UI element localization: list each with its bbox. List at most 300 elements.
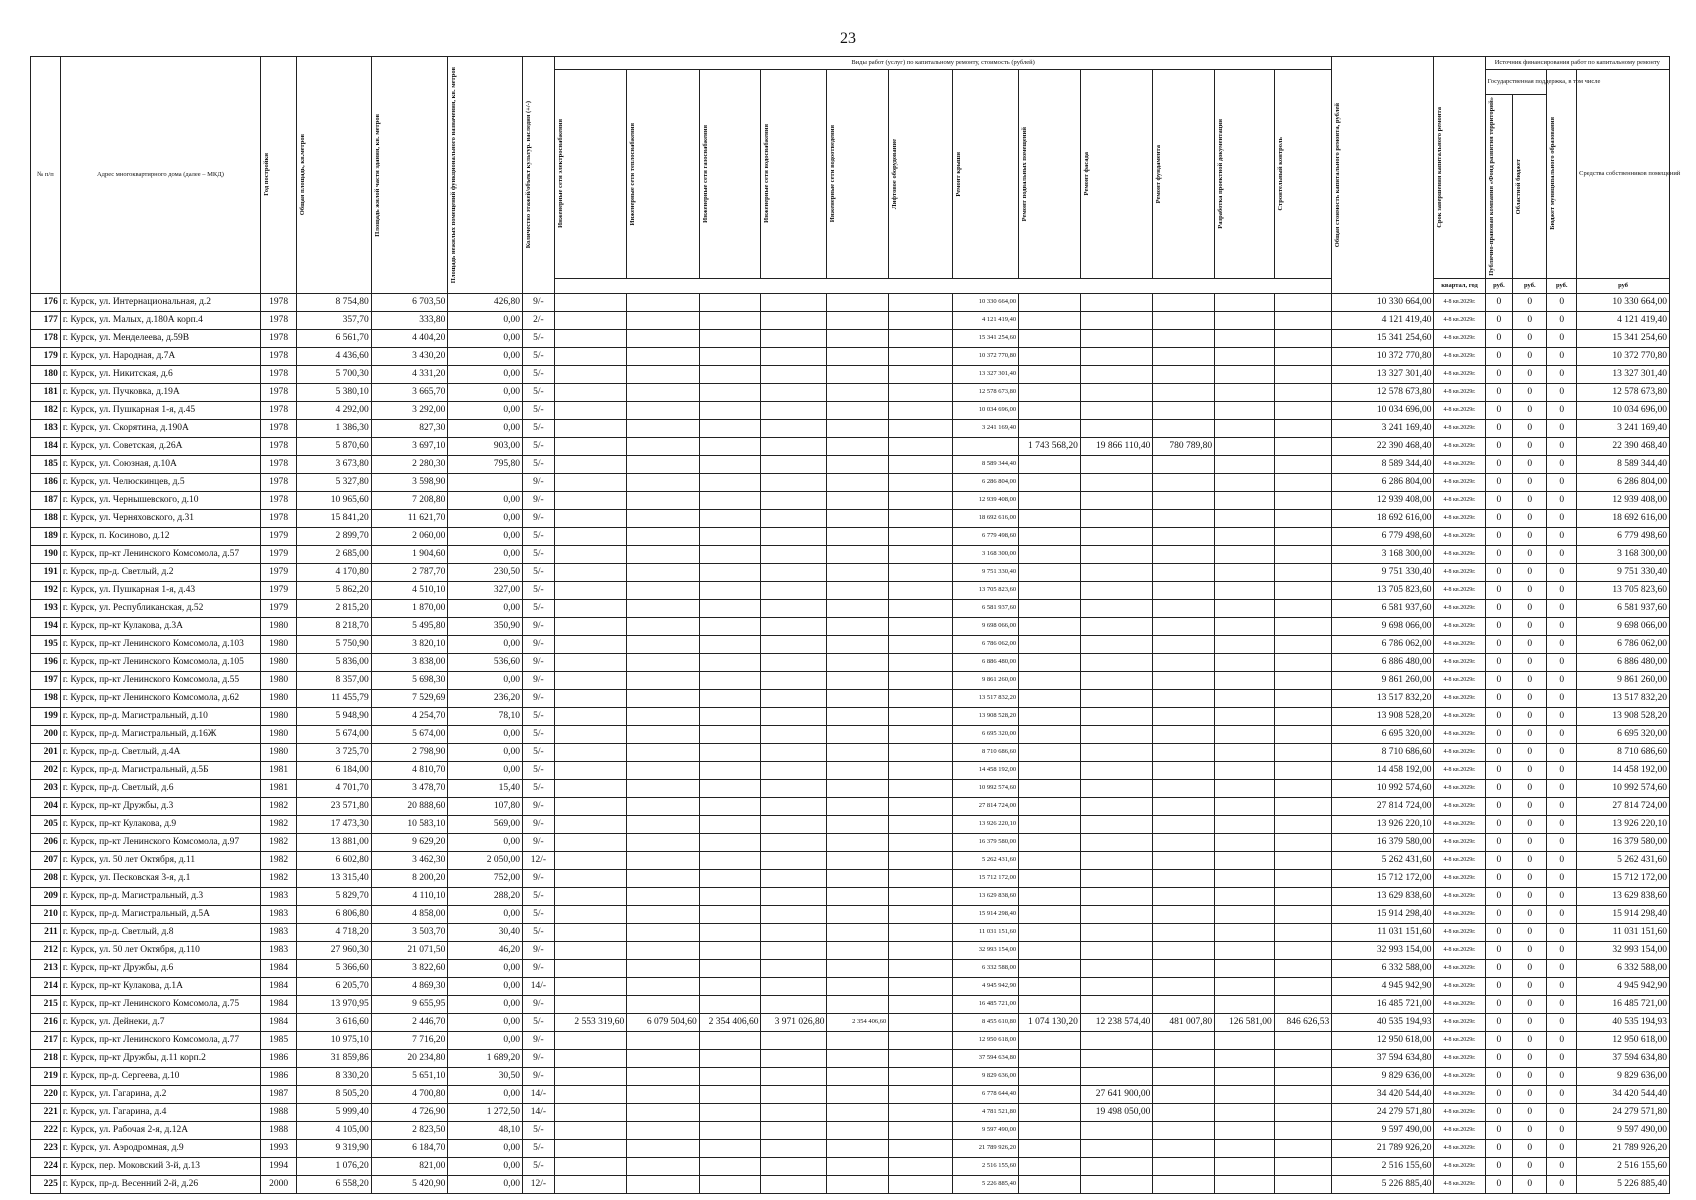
row-owners: 22 390 468,40 [1577, 437, 1670, 455]
row-facade [1080, 905, 1152, 923]
row-design [1215, 689, 1275, 707]
row-floors: 5/- [522, 329, 554, 347]
row-address: г. Курск, ул. Менделеева, д.59В [60, 329, 260, 347]
row-facade [1080, 635, 1152, 653]
row-regional: 0 [1513, 779, 1547, 797]
row-electric [554, 959, 626, 977]
row-basement [1019, 725, 1081, 743]
row-address: г. Курск, пр-д. Магистральный, д.3 [60, 887, 260, 905]
row-address: г. Курск, ул. Советская, д.26А [60, 437, 260, 455]
row-basement [1019, 1175, 1081, 1193]
table-row [31, 527, 1670, 545]
row-nonres-area: 0,00 [448, 635, 523, 653]
row-electric [554, 1031, 626, 1049]
row-basement [1019, 1085, 1081, 1103]
col-total-cost-header [1332, 57, 1434, 294]
row-lift [889, 761, 953, 779]
row-facade [1080, 563, 1152, 581]
row-electric [554, 491, 626, 509]
row-lift [889, 887, 953, 905]
row-nonres-area: 0,00 [448, 1085, 523, 1103]
row-basement [1019, 545, 1081, 563]
row-regional: 0 [1513, 599, 1547, 617]
row-total-cost: 6 286 804,00 [1332, 473, 1434, 491]
row-year: 1988 [261, 1121, 297, 1139]
row-gas [699, 617, 761, 635]
row-basement [1019, 995, 1081, 1013]
col-facade-header [1080, 70, 1152, 279]
row-floors: 9/- [522, 491, 554, 509]
row-gas [699, 1139, 761, 1157]
row-lift [889, 419, 953, 437]
row-basement [1019, 1103, 1081, 1121]
row-owners: 13 629 838,60 [1577, 887, 1670, 905]
row-water [761, 797, 827, 815]
row-owners: 10 330 664,00 [1577, 293, 1670, 311]
row-num: 205 [31, 815, 61, 833]
table-row [31, 833, 1670, 851]
row-nonres-area: 30,40 [448, 923, 523, 941]
row-floors: 5/- [522, 1013, 554, 1031]
row-gas [699, 905, 761, 923]
row-lift [889, 635, 953, 653]
table-row [31, 419, 1670, 437]
row-num: 209 [31, 887, 61, 905]
col-gas-label: Инженерные сети газоснабжения [701, 124, 709, 223]
row-regional: 0 [1513, 1121, 1547, 1139]
row-living-area: 4 254,70 [371, 707, 448, 725]
row-electric [554, 1085, 626, 1103]
row-municipal: 0 [1547, 1121, 1577, 1139]
row-num: 225 [31, 1175, 61, 1193]
row-drain [827, 977, 889, 995]
row-heat [627, 923, 699, 941]
row-electric [554, 1157, 626, 1175]
row-living-area: 4 510,10 [371, 581, 448, 599]
row-owners: 12 950 618,00 [1577, 1031, 1670, 1049]
row-control [1274, 1085, 1332, 1103]
row-facade [1080, 509, 1152, 527]
row-foundation [1153, 1157, 1215, 1175]
row-regional: 0 [1513, 293, 1547, 311]
row-total-area: 4 292,00 [297, 401, 372, 419]
row-nonres-area: 0,00 [448, 599, 523, 617]
row-address: г. Курск, пр-кт Кулакова, д.3А [60, 617, 260, 635]
row-control [1274, 887, 1332, 905]
row-fund: 0 [1485, 545, 1513, 563]
row-num: 190 [31, 545, 61, 563]
row-total-area: 6 184,00 [297, 761, 372, 779]
row-electric [554, 653, 626, 671]
row-foundation [1153, 1067, 1215, 1085]
row-num: 187 [31, 491, 61, 509]
row-water [761, 365, 827, 383]
row-heat [627, 797, 699, 815]
table-row [31, 1013, 1670, 1031]
row-drain [827, 851, 889, 869]
row-roof: 32 993 154,00 [953, 941, 1019, 959]
row-heat [627, 455, 699, 473]
row-owners: 13 327 301,40 [1577, 365, 1670, 383]
row-water [761, 563, 827, 581]
row-total-cost: 9 861 260,00 [1332, 671, 1434, 689]
row-roof: 10 330 664,00 [953, 293, 1019, 311]
row-total-area: 8 357,00 [297, 671, 372, 689]
row-address: г. Курск, пр-д. Магистральный, д.16Ж [60, 725, 260, 743]
table-row [31, 815, 1670, 833]
col-year-label: Год постройки [263, 153, 271, 197]
row-heat [627, 365, 699, 383]
row-foundation [1153, 419, 1215, 437]
row-roof: 15 914 298,40 [953, 905, 1019, 923]
row-owners: 18 692 616,00 [1577, 509, 1670, 527]
row-heat [627, 491, 699, 509]
row-water [761, 905, 827, 923]
row-owners: 21 789 926,20 [1577, 1139, 1670, 1157]
row-year: 1978 [261, 437, 297, 455]
row-living-area: 20 234,80 [371, 1049, 448, 1067]
row-gas [699, 383, 761, 401]
row-living-area: 7 208,80 [371, 491, 448, 509]
row-facade [1080, 941, 1152, 959]
row-year: 1979 [261, 563, 297, 581]
row-deadline: 4-8 кв.2029г. [1434, 1085, 1485, 1103]
row-num: 185 [31, 455, 61, 473]
row-facade [1080, 743, 1152, 761]
units-spacer [554, 278, 1331, 293]
row-num: 176 [31, 293, 61, 311]
row-floors: 5/- [522, 365, 554, 383]
unit-rub-2: руб. [1513, 278, 1547, 293]
row-fund: 0 [1485, 293, 1513, 311]
row-fund: 0 [1485, 851, 1513, 869]
row-drain [827, 1139, 889, 1157]
row-deadline: 4-8 кв.2029г. [1434, 365, 1485, 383]
row-design [1215, 815, 1275, 833]
row-design [1215, 959, 1275, 977]
row-roof: 14 458 192,00 [953, 761, 1019, 779]
row-municipal: 0 [1547, 905, 1577, 923]
row-gas [699, 689, 761, 707]
row-deadline: 4-8 кв.2029г. [1434, 977, 1485, 995]
row-address: г. Курск, ул. Пучковка, д.19А [60, 383, 260, 401]
col-facade-label: Ремонт фасада [1082, 152, 1090, 196]
row-water [761, 833, 827, 851]
row-municipal: 0 [1547, 923, 1577, 941]
row-address: г. Курск, ул. Рабочая 2-я, д.12А [60, 1121, 260, 1139]
row-roof: 6 886 480,00 [953, 653, 1019, 671]
row-drain [827, 401, 889, 419]
row-lift [889, 473, 953, 491]
row-living-area: 3 820,10 [371, 635, 448, 653]
table-row [31, 599, 1670, 617]
row-regional: 0 [1513, 311, 1547, 329]
funding-group-header: Источник финансирования работ по капитальному ремонту [1485, 57, 1669, 70]
row-control [1274, 995, 1332, 1013]
row-total-area: 10 975,10 [297, 1031, 372, 1049]
row-basement [1019, 923, 1081, 941]
row-electric [554, 671, 626, 689]
row-design [1215, 293, 1275, 311]
row-fund: 0 [1485, 977, 1513, 995]
row-total-cost: 22 390 468,40 [1332, 437, 1434, 455]
row-year: 1983 [261, 887, 297, 905]
row-address: г. Курск, ул. Пушкарная 1-я, д.45 [60, 401, 260, 419]
row-electric [554, 725, 626, 743]
row-electric [554, 617, 626, 635]
row-basement [1019, 491, 1081, 509]
row-municipal: 0 [1547, 401, 1577, 419]
row-total-cost: 6 581 937,60 [1332, 599, 1434, 617]
row-owners: 15 712 172,00 [1577, 869, 1670, 887]
row-owners: 9 861 260,00 [1577, 671, 1670, 689]
row-drain [827, 815, 889, 833]
row-drain [827, 1049, 889, 1067]
row-heat [627, 707, 699, 725]
row-year: 1980 [261, 743, 297, 761]
row-lift [889, 959, 953, 977]
table-row [31, 329, 1670, 347]
row-owners: 6 779 498,60 [1577, 527, 1670, 545]
row-address: г. Курск, ул. Скорятина, д.190А [60, 419, 260, 437]
row-water [761, 1067, 827, 1085]
row-num: 199 [31, 707, 61, 725]
row-address: г. Курск, ул. Республиканская, д.52 [60, 599, 260, 617]
row-water [761, 689, 827, 707]
row-total-cost: 15 712 172,00 [1332, 869, 1434, 887]
row-floors: 14/- [522, 1103, 554, 1121]
row-basement [1019, 797, 1081, 815]
row-gas [699, 833, 761, 851]
row-nonres-area: 903,00 [448, 437, 523, 455]
row-control [1274, 383, 1332, 401]
row-nonres-area: 236,20 [448, 689, 523, 707]
row-drain [827, 995, 889, 1013]
col-gas-header [699, 70, 761, 279]
row-num: 224 [31, 1157, 61, 1175]
row-gas [699, 527, 761, 545]
row-fund: 0 [1485, 1013, 1513, 1031]
row-living-area: 2 787,70 [371, 563, 448, 581]
row-total-area: 4 170,80 [297, 563, 372, 581]
row-municipal: 0 [1547, 707, 1577, 725]
row-floors: 9/- [522, 941, 554, 959]
row-control [1274, 509, 1332, 527]
row-electric [554, 923, 626, 941]
row-heat [627, 581, 699, 599]
row-design [1215, 653, 1275, 671]
row-year: 1994 [261, 1157, 297, 1175]
col-municipal-header [1547, 70, 1577, 279]
row-floors: 9/- [522, 671, 554, 689]
row-owners: 11 031 151,60 [1577, 923, 1670, 941]
row-foundation [1153, 617, 1215, 635]
row-drain [827, 1157, 889, 1175]
row-total-area: 2 815,20 [297, 599, 372, 617]
row-drain [827, 347, 889, 365]
row-water [761, 671, 827, 689]
row-heat [627, 725, 699, 743]
row-lift [889, 923, 953, 941]
row-nonres-area: 30,50 [448, 1067, 523, 1085]
row-floors: 5/- [522, 455, 554, 473]
row-living-area: 9 629,20 [371, 833, 448, 851]
row-foundation: 481 007,80 [1153, 1013, 1215, 1031]
row-regional: 0 [1513, 977, 1547, 995]
row-floors: 5/- [522, 725, 554, 743]
row-heat [627, 905, 699, 923]
row-facade [1080, 761, 1152, 779]
row-fund: 0 [1485, 437, 1513, 455]
row-year: 1982 [261, 851, 297, 869]
row-fund: 0 [1485, 797, 1513, 815]
row-lift [889, 671, 953, 689]
table-row [31, 725, 1670, 743]
row-gas [699, 761, 761, 779]
row-year: 1984 [261, 995, 297, 1013]
row-roof: 10 992 574,60 [953, 779, 1019, 797]
row-floors: 5/- [522, 761, 554, 779]
row-living-area: 3 478,70 [371, 779, 448, 797]
row-design [1215, 563, 1275, 581]
row-num: 200 [31, 725, 61, 743]
row-design [1215, 1049, 1275, 1067]
row-gas [699, 977, 761, 995]
row-design [1215, 509, 1275, 527]
row-year: 1978 [261, 365, 297, 383]
row-basement [1019, 581, 1081, 599]
row-address: г. Курск, ул. 50 лет Октября, д.110 [60, 941, 260, 959]
row-year: 1979 [261, 599, 297, 617]
row-total-cost: 10 372 770,80 [1332, 347, 1434, 365]
row-fund: 0 [1485, 707, 1513, 725]
row-water [761, 941, 827, 959]
row-gas [699, 1121, 761, 1139]
row-control [1274, 977, 1332, 995]
table-row [31, 941, 1670, 959]
row-design [1215, 1139, 1275, 1157]
row-address: г. Курск, пр-кт Ленинского Комсомола, д.75 [60, 995, 260, 1013]
row-basement [1019, 689, 1081, 707]
row-owners: 2 516 155,60 [1577, 1157, 1670, 1175]
row-nonres-area: 0,00 [448, 995, 523, 1013]
row-nonres-area: 0,00 [448, 311, 523, 329]
row-design [1215, 671, 1275, 689]
row-facade [1080, 653, 1152, 671]
table-row [31, 761, 1670, 779]
row-num: 206 [31, 833, 61, 851]
row-roof: 9 861 260,00 [953, 671, 1019, 689]
row-electric [554, 977, 626, 995]
row-gas [699, 887, 761, 905]
row-drain [827, 437, 889, 455]
row-living-area: 2 823,50 [371, 1121, 448, 1139]
row-address: г. Курск, пр-кт Ленинского Комсомола, д.55 [60, 671, 260, 689]
row-water [761, 1139, 827, 1157]
row-fund: 0 [1485, 941, 1513, 959]
row-heat [627, 1175, 699, 1193]
row-control [1274, 941, 1332, 959]
row-drain [827, 635, 889, 653]
row-drain [827, 1103, 889, 1121]
row-total-cost: 12 950 618,00 [1332, 1031, 1434, 1049]
state-support-header: Государственная поддержка, в том числе [1485, 70, 1547, 95]
row-floors: 5/- [522, 1157, 554, 1175]
row-municipal: 0 [1547, 545, 1577, 563]
row-facade [1080, 851, 1152, 869]
row-living-area: 2 446,70 [371, 1013, 448, 1031]
row-total-cost: 37 594 634,80 [1332, 1049, 1434, 1067]
row-gas [699, 419, 761, 437]
row-basement [1019, 527, 1081, 545]
row-total-area: 5 862,20 [297, 581, 372, 599]
row-living-area: 4 858,00 [371, 905, 448, 923]
row-address: г. Курск, ул. Малых, д.180А корп.4 [60, 311, 260, 329]
row-foundation [1153, 527, 1215, 545]
row-foundation [1153, 1121, 1215, 1139]
row-facade [1080, 473, 1152, 491]
row-control [1274, 869, 1332, 887]
table-row [31, 959, 1670, 977]
row-roof: 16 379 580,00 [953, 833, 1019, 851]
row-design [1215, 383, 1275, 401]
row-owners: 14 458 192,00 [1577, 761, 1670, 779]
row-floors: 9/- [522, 869, 554, 887]
row-control [1274, 473, 1332, 491]
row-num: 203 [31, 779, 61, 797]
row-living-area: 1 870,00 [371, 599, 448, 617]
row-regional: 0 [1513, 437, 1547, 455]
row-fund: 0 [1485, 491, 1513, 509]
row-total-area: 8 218,70 [297, 617, 372, 635]
row-deadline: 4-8 кв.2029г. [1434, 689, 1485, 707]
row-facade [1080, 1139, 1152, 1157]
row-heat [627, 959, 699, 977]
row-basement [1019, 779, 1081, 797]
row-basement [1019, 1067, 1081, 1085]
row-facade [1080, 959, 1152, 977]
row-nonres-area: 288,20 [448, 887, 523, 905]
row-drain [827, 527, 889, 545]
row-roof: 5 226 885,40 [953, 1175, 1019, 1193]
row-roof: 15 341 254,60 [953, 329, 1019, 347]
row-municipal: 0 [1547, 581, 1577, 599]
row-basement: 1 074 130,20 [1019, 1013, 1081, 1031]
row-total-area: 8 330,20 [297, 1067, 372, 1085]
row-living-area: 10 583,10 [371, 815, 448, 833]
row-total-area: 31 859,86 [297, 1049, 372, 1067]
row-roof: 13 705 823,60 [953, 581, 1019, 599]
row-facade [1080, 869, 1152, 887]
row-heat [627, 383, 699, 401]
row-municipal: 0 [1547, 1139, 1577, 1157]
row-num: 222 [31, 1121, 61, 1139]
row-lift [889, 401, 953, 419]
row-gas [699, 959, 761, 977]
row-municipal: 0 [1547, 977, 1577, 995]
row-drain [827, 599, 889, 617]
row-drain [827, 1067, 889, 1085]
row-gas [699, 455, 761, 473]
row-floors: 9/- [522, 653, 554, 671]
row-living-area: 2 060,00 [371, 527, 448, 545]
row-gas [699, 941, 761, 959]
table-row [31, 509, 1670, 527]
row-roof: 4 781 521,80 [953, 1103, 1019, 1121]
col-drain-header [827, 70, 889, 279]
row-num: 202 [31, 761, 61, 779]
row-design [1215, 905, 1275, 923]
